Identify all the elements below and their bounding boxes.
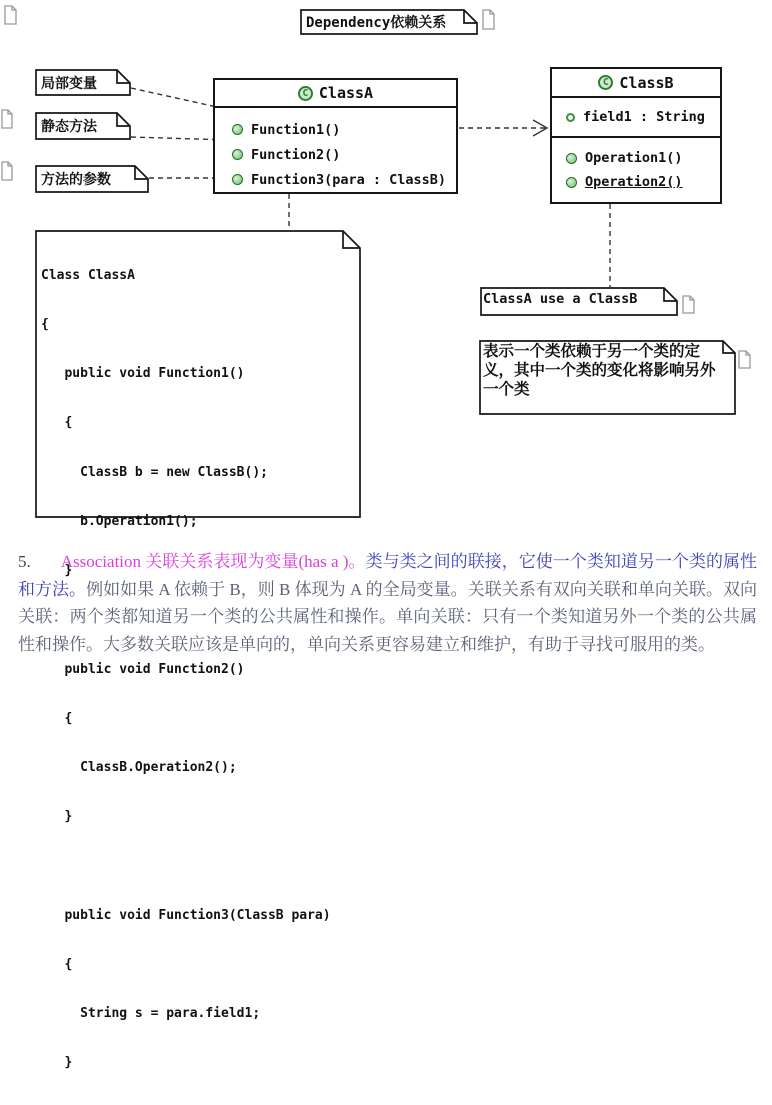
method-row [215,167,456,192]
note-static-method-label: 静态方法 [41,118,97,134]
class-icon: C [298,86,313,101]
code-line: Class ClassA [41,267,135,283]
code-line: public void Function2() [41,661,245,677]
note-description-text: 表示一个类依赖于另一个类的定义，其中一个类的变化将影响另外一个类 [483,343,716,398]
code-line: } [41,563,73,579]
method-row [215,142,456,167]
classb-name: ClassB [619,73,674,92]
note-anchor-icon [738,350,751,369]
paragraph-emphasis: 类与类之间的联接，它使一个类知道另一个类的属性和方法。 [18,552,758,599]
code-line: } [41,1055,73,1071]
code-line [41,858,361,874]
paragraph-highlight: Association 关联关系表现为变量(has a )。 [60,552,366,571]
code-line: String s = para.field1; [41,1006,261,1022]
field-icon [566,113,575,122]
code-line: { [41,415,73,431]
note-anchor-icon [482,9,495,30]
list-number: 5. [18,552,31,571]
class-box-classb [550,67,722,204]
note-classa-use-classb [480,287,678,316]
classb-header [552,69,720,98]
method-icon [232,174,243,185]
note-anchor-icon [1,161,13,181]
note-local-variable-label: 局部变量 [41,75,97,91]
static-method-label: Operation2() [585,174,683,190]
field-row [552,109,705,125]
code-line: ClassB.Operation2(); [41,759,237,775]
code-line: ClassB b = new ClassB(); [41,464,268,480]
code-block [35,230,361,1105]
class-box-classa [213,78,458,194]
field-label: field1 : String [583,109,705,125]
method-icon [566,177,577,188]
note-use-label: ClassA use a ClassB [483,291,638,307]
method-icon [232,124,243,135]
note-anchor-icon [4,5,17,25]
code-line [41,612,361,628]
note-dependency-description [479,340,736,415]
code-line: public void Function1() [41,366,245,382]
paragraph-body: 例如如果 A 依赖于 B，则 B 体现为 A 的全局变量。关联关系有双向关联和单向关联。双向关联：两个类都知道另一个类的公共属性和操作。单向关联：只有一个类知道另外一个类的公共属性和操作。大多数关联应该是单向的，单向关系更容易建立和维护，有助于寻找可服用的类。 [18,579,757,654]
note-dependency-label: Dependency依赖关系 [306,15,447,31]
code-line: { [41,956,73,972]
note-static-method [35,112,131,140]
method-label: Function3(para : ClassB) [251,171,447,188]
note-dependency [300,9,478,35]
method-label: Operation1() [585,150,683,166]
classb-methods [552,138,720,194]
code-line: { [41,317,49,333]
code-line: public void Function3(ClassB para) [41,907,331,923]
classb-fields [552,98,720,138]
method-icon [232,149,243,160]
code-line: } [41,809,73,825]
method-label: Function1() [251,121,341,138]
method-icon [566,153,577,164]
method-row [552,146,720,170]
classa-name: ClassA [318,84,374,102]
method-row [552,170,720,194]
code-line: b.Operation1(); [41,513,198,529]
method-row [215,117,456,142]
code-line: { [41,710,73,726]
note-local-variable [35,69,131,96]
method-label: Function2() [251,146,341,163]
class-icon: C [598,75,613,90]
note-anchor-icon [1,109,13,129]
classa-header [215,80,456,108]
note-method-param [35,165,149,193]
note-anchor-icon [682,295,695,314]
note-method-param-label: 方法的参数 [41,171,111,187]
classa-methods [215,108,456,192]
